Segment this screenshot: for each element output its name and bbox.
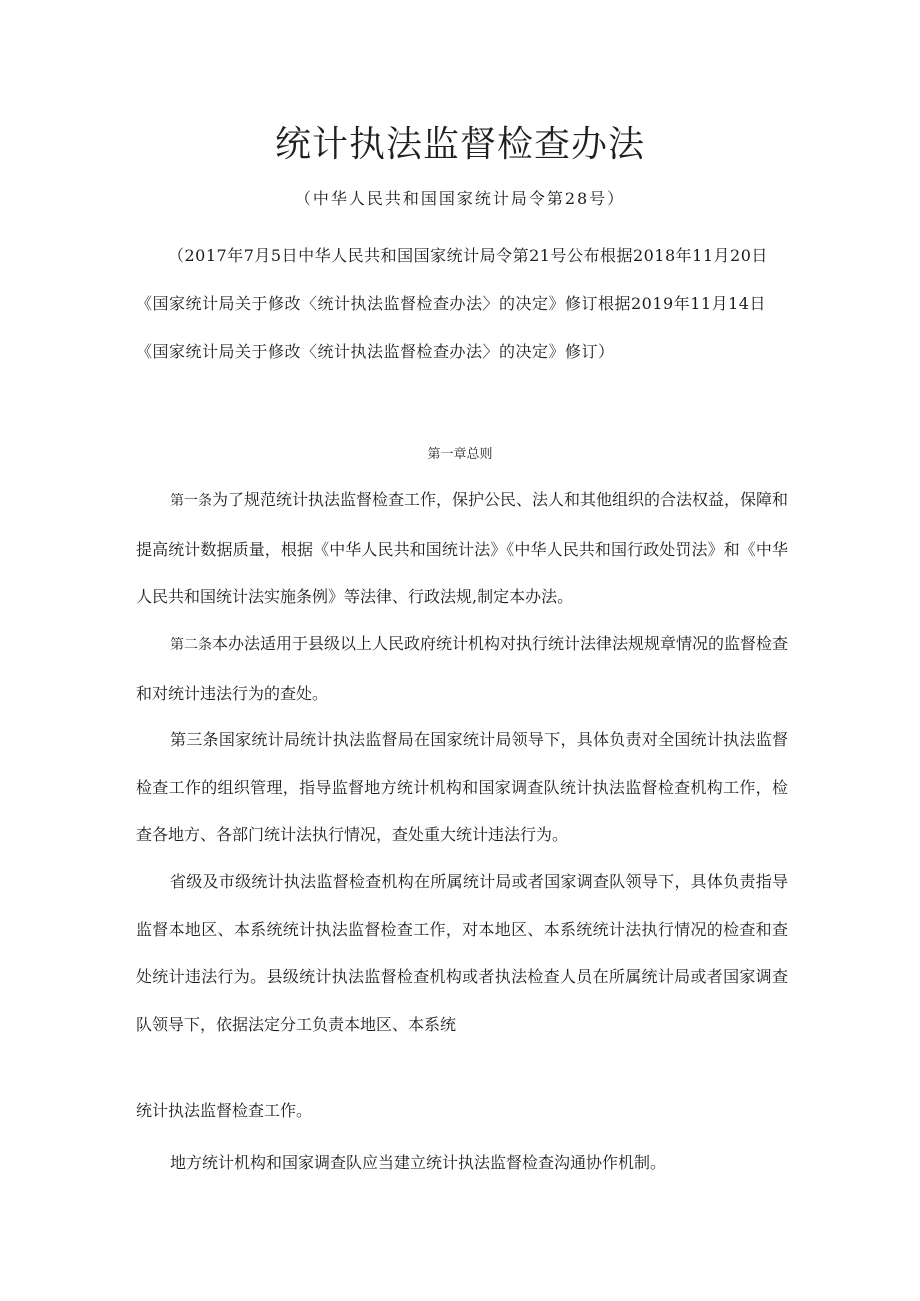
article-2-label: 第二条 (170, 637, 212, 653)
article-1-text: 为了规范统计执法监督检查工作，保护公民、法人和其他组织的合法权益，保障和提高统计数据质量，根据《中华人民共和国统计法》《中华人民共和国行政处罚法》和《中华人民共和国统计法实施条例》等法律、行政法规,制定本办法。 (136, 490, 789, 606)
document-title: 统计执法监督检查办法 (274, 124, 645, 165)
paragraph-cooperation: 地方统计机构和国家调查队应当建立统计执法监督检查沟通协作机制。 (170, 1153, 667, 1172)
article-2-text: 本办法适用于县级以上人民政府统计机构对执行统计法律法规规章情况的监督检查和对统计违法行为的查处。 (136, 634, 789, 703)
paragraph-provincial: 省级及市级统计执法监督检查机构在所属统计局或者国家调查队领导下，具体负责指导监督本地区、本系统统计执法监督检查工作，对本地区、本系统统计法执行情况的检查和查处统计违法行为。县级统计执法监督检查机构或者执法检查人员在所属统计局或者国家调查队领导下，依据法定分工负责本地区、本系统 (136, 872, 788, 1034)
order-number: （中华人民共和国国家统计局令第28号） (294, 189, 626, 208)
article-3-text: 国家统计局统计执法监督局在国家统计局领导下，具体负责对全国统计执法监督检查工作的组织管理，指导监督地方统计机构和国家调查队统计执法监督检查机构工作，检查各地方、各部门统计法执行情况，查处重大统计违法行为。 (136, 730, 788, 844)
revision-note: （2017年7月5日中华人民共和国国家统计局令第21号公布根据2018年11月20日《国家统计局关于修改〈统计执法监督检查办法〉的决定》修订根据2019年11月14日《国家统计局关于修改〈统计执法监督检查办法〉的决定》修订） (136, 246, 768, 361)
article-1-paragraph (136, 476, 788, 621)
paragraph-continuation: 统计执法监督检查工作。 (136, 1101, 313, 1120)
chapter-heading: 第一章总则 (427, 447, 493, 462)
article-3-label: 第三条 (170, 730, 219, 749)
article-2-paragraph (136, 620, 788, 717)
article-1-label: 第一条 (170, 493, 212, 509)
article-3-paragraph (136, 716, 788, 859)
